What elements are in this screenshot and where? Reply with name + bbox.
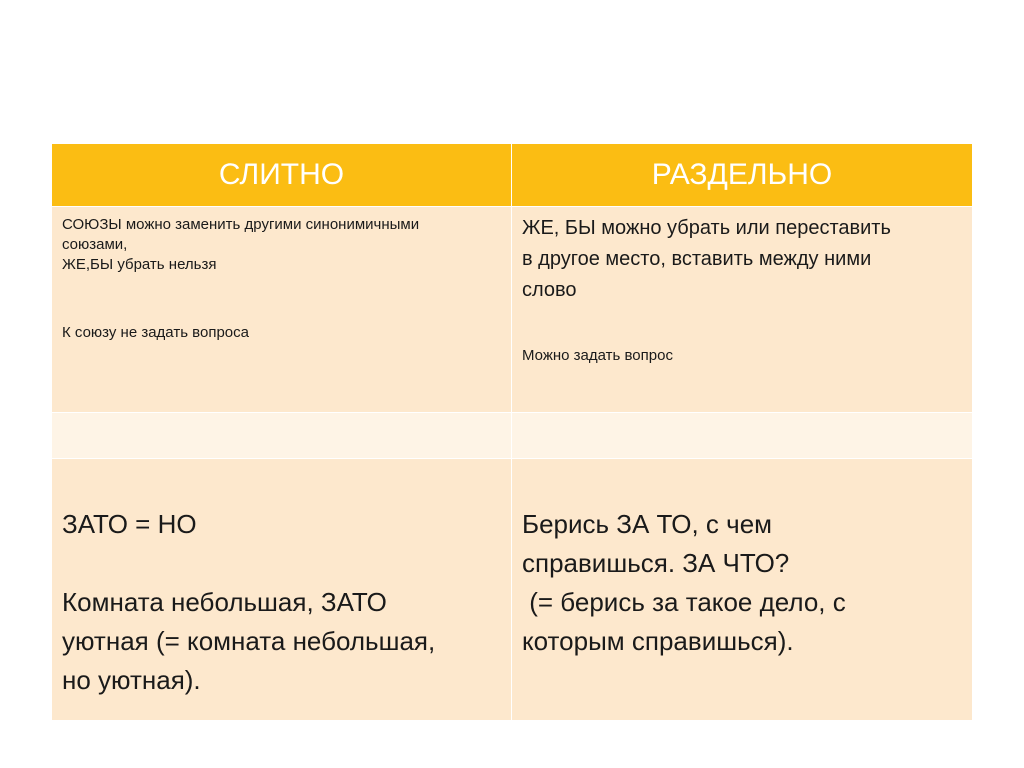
rule-text: Можно задать вопрос — [522, 347, 673, 364]
example-text: которым справишься). — [522, 626, 794, 656]
example-text: (= берись за такое дело, с — [522, 587, 846, 617]
example-cell-right — [512, 459, 973, 721]
header-row — [52, 144, 973, 207]
example-text: но уютная). — [62, 665, 201, 695]
example-text: уютная (= комната небольшая, — [62, 626, 436, 656]
table-row — [52, 413, 973, 459]
example-text: ЗАТО = НО — [62, 509, 197, 539]
table-row — [52, 459, 973, 721]
rule-text: союзами, — [62, 236, 128, 253]
rule-text: ЖЕ,БЫ убрать нельзя — [62, 256, 217, 273]
rule-text: слово — [522, 279, 577, 301]
example-text: справишься. ЗА ЧТО? — [522, 548, 790, 578]
example-text: Комната небольшая, ЗАТО — [62, 587, 387, 617]
example-cell-left — [52, 459, 512, 721]
empty-cell — [512, 413, 973, 459]
rule-text: К союзу не задать вопроса — [62, 324, 249, 341]
table-row — [52, 207, 973, 413]
rule-cell-left — [52, 207, 512, 413]
rule-text: ЖЕ, БЫ можно убрать или переставить — [522, 217, 891, 239]
rule-text: СОЮЗЫ можно заменить другими синонимичными — [62, 216, 420, 233]
comparison-table — [51, 143, 973, 721]
header-right: РАЗДЕЛЬНО — [512, 144, 973, 207]
rule-text: в другое место, вставить между ними — [522, 248, 872, 270]
rule-cell-right — [512, 207, 973, 413]
header-left: СЛИТНО — [52, 144, 512, 207]
example-text: Берись ЗА ТО, с чем — [522, 509, 773, 539]
empty-cell — [52, 413, 512, 459]
